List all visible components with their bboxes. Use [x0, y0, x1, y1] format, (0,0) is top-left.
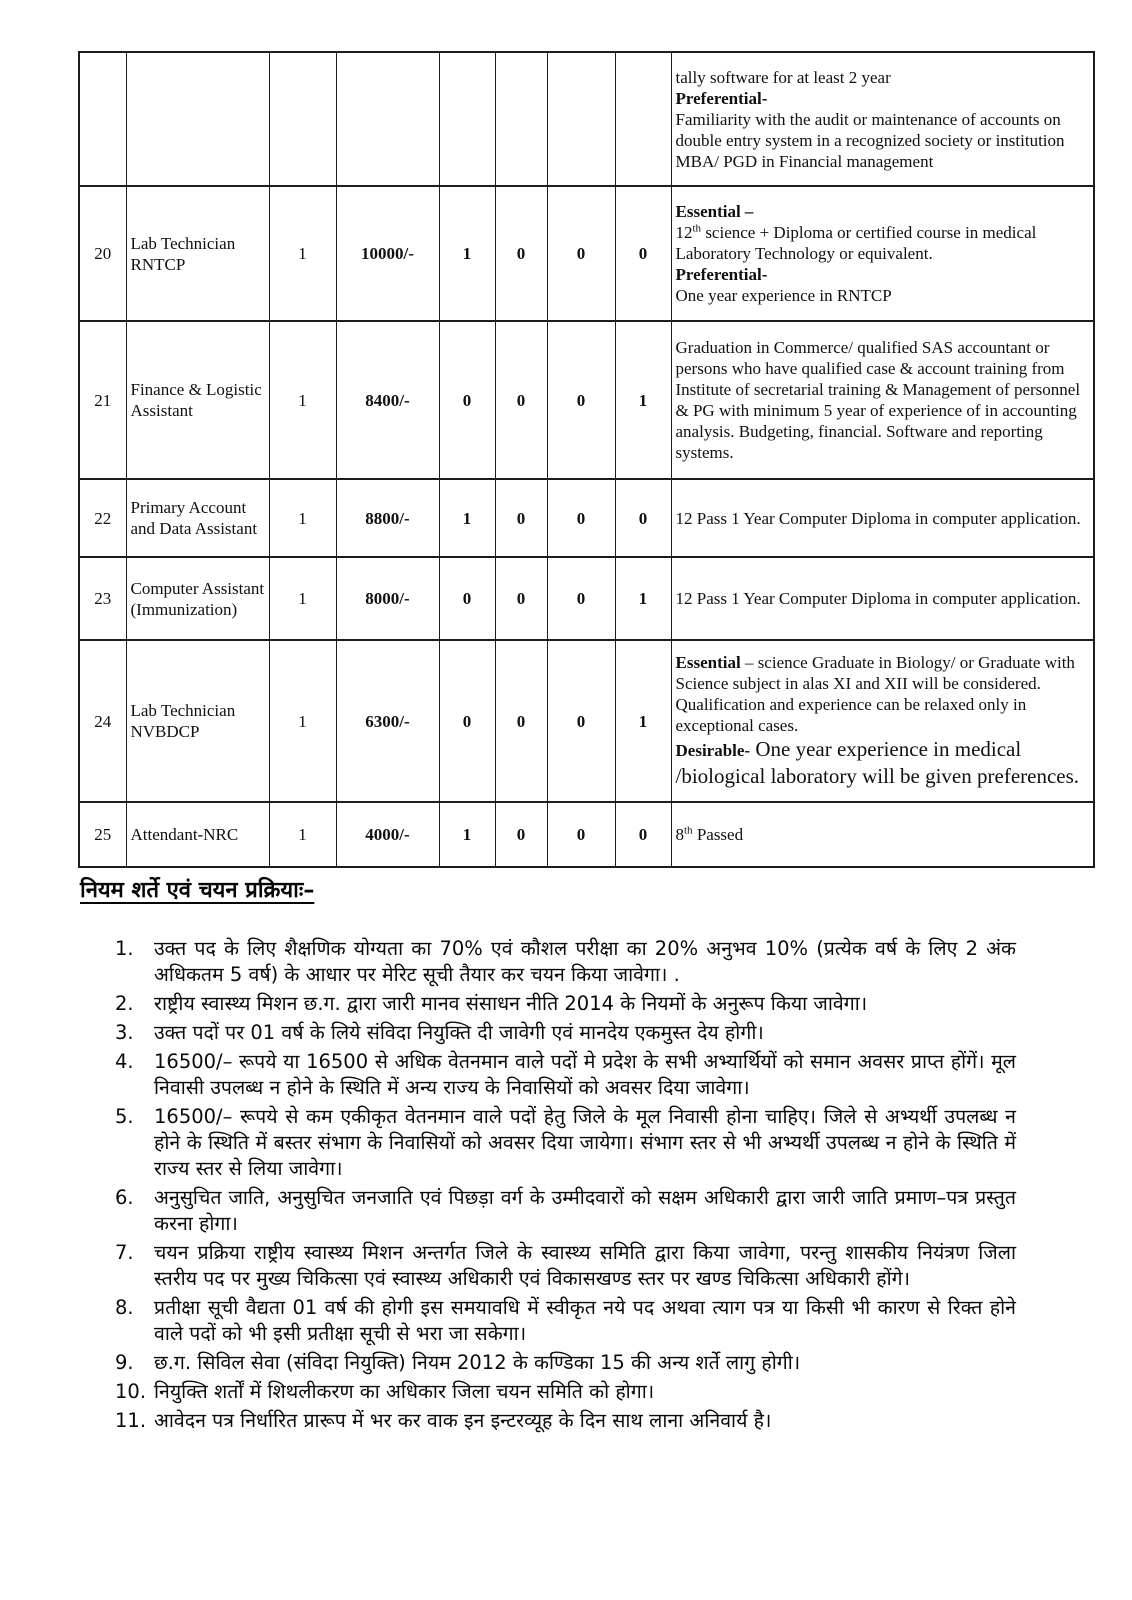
post-cell	[126, 52, 269, 186]
qualification-line: 12 Pass 1 Year Computer Diploma in computer application.	[675, 508, 1081, 528]
list-item	[112, 936, 1016, 988]
rules-list	[112, 936, 1016, 1437]
list-item	[112, 991, 1016, 1017]
qualification-line: 12th science + Diploma or certified course in medical Laboratory Technology or equivalent.	[675, 222, 1037, 263]
qualification-line: Preferential-	[675, 265, 768, 284]
salary-cell	[336, 52, 439, 186]
list-item-number: 6.	[115, 1186, 134, 1209]
salary-cell: 8400/-	[336, 321, 439, 479]
post-cell: Finance & Logistic Assistant	[126, 321, 269, 479]
section-heading: नियम शर्ते एवं चयन प्रक्रियाः–	[80, 878, 315, 903]
num-cell: 0	[547, 321, 615, 479]
qualification-cell	[671, 321, 1094, 479]
qualification-cell	[671, 479, 1094, 557]
qualification-line: Desirable- One year experience in medical /biological laboratory will be given preferences.	[675, 737, 1080, 788]
qualification-line: 12 Pass 1 Year Computer Diploma in computer application.	[675, 589, 1081, 608]
table-row	[79, 479, 1094, 557]
qualification-line: Essential –	[675, 202, 754, 221]
count-cell: 1	[269, 802, 336, 867]
num-cell: 0	[439, 557, 495, 640]
qualification-line: tally software for at least 2 year	[675, 67, 891, 87]
qualification-cell	[671, 640, 1094, 802]
sno-cell: 20	[79, 186, 126, 321]
list-item	[112, 1379, 1016, 1405]
list-item-text: उक्त पदों पर 01 वर्ष के लिये संविदा नियुक्ति दी जावेगी एवं मानदेय एकमुस्त देय होगी।	[154, 1021, 764, 1044]
list-item-text: उक्त पद के लिए शैक्षणिक योग्यता का 70% एवं कौशल परीक्षा का 20% अनुभव 10% (प्रत्येक वर्ष के लिए 2 अंक अधिकतम 5 वर्ष) के आधार पर मेरिट सूची तैयार कर चयन किया जावेगा। .	[154, 937, 1016, 986]
list-item-number: 9.	[115, 1351, 134, 1374]
qualification-cell	[671, 186, 1094, 321]
list-item-text: 16500/– रूपये या 16500 से अधिक वेतनमान वाले पदों मे प्रदेश के सभी अभ्यार्थियों को समान अवसर प्राप्त होंगें। मूल निवासी उपलब्ध न होने के स्थिति में अन्य राज्य के निवासियों को अवसर दिया जावेगा।	[154, 1050, 1016, 1099]
num-cell: 0	[439, 640, 495, 802]
num-cell: 1	[615, 321, 671, 479]
list-item	[112, 1020, 1016, 1046]
num-cell	[547, 52, 615, 186]
table-row	[79, 52, 1094, 186]
num-cell: 0	[547, 186, 615, 321]
list-item-text: आवेदन पत्र निर्धारित प्रारूप में भर कर वाक इन इन्टरव्यूह के दिन साथ लाना अनिवार्य है।	[154, 1409, 772, 1432]
list-item-number: 4.	[115, 1050, 134, 1073]
num-cell: 1	[439, 186, 495, 321]
list-item-text: चयन प्रक्रिया राष्ट्रीय स्वास्थ्य मिशन अन्तर्गत जिले के स्वास्थ्य समिति द्वारा किया जावेगा, परन्तु शासकीय नियंत्रण जिला स्तरीय पद पर मुख्य चिकित्सा एवं स्वास्थ्य अधिकारी एवं विकासखण्ड स्तर पर खण्ड चिकित्सा अधिकारी होंगे।	[154, 1241, 1016, 1290]
salary-cell: 8800/-	[336, 479, 439, 557]
qualification-cell	[671, 52, 1094, 186]
salary-cell: 6300/-	[336, 640, 439, 802]
list-item-number: 5.	[115, 1105, 134, 1128]
list-item-number: 8.	[115, 1296, 134, 1319]
post-cell: Lab Technician RNTCP	[126, 186, 269, 321]
list-item-text: नियुक्ति शर्तों में शिथलीकरण का अधिकार जिला चयन समिति को होगा।	[154, 1380, 655, 1403]
list-item	[112, 1295, 1016, 1347]
num-cell	[495, 52, 547, 186]
num-cell: 0	[547, 640, 615, 802]
salary-cell: 8000/-	[336, 557, 439, 640]
num-cell	[439, 52, 495, 186]
posts-table-container	[78, 51, 1095, 868]
list-item	[112, 1104, 1016, 1182]
num-cell: 0	[547, 802, 615, 867]
qualification-line: One year experience in RNTCP	[675, 286, 892, 305]
post-cell: Computer Assistant (Immunization)	[126, 557, 269, 640]
num-cell: 1	[439, 802, 495, 867]
list-item-number: 3.	[115, 1021, 134, 1044]
num-cell: 0	[495, 640, 547, 802]
sno-cell: 22	[79, 479, 126, 557]
num-cell: 1	[439, 479, 495, 557]
qualification-cell	[671, 557, 1094, 640]
qualification-line: Preferential-	[675, 88, 768, 108]
list-item-number: 10.	[115, 1380, 147, 1403]
num-cell: 1	[615, 640, 671, 802]
qualification-line: Familiarity with the audit or maintenance of accounts on double entry system in a recognized society or institution	[675, 109, 1065, 150]
list-item	[112, 1049, 1016, 1101]
num-cell: 0	[495, 321, 547, 479]
table-row	[79, 186, 1094, 321]
sno-cell: 23	[79, 557, 126, 640]
num-cell: 0	[547, 557, 615, 640]
num-cell: 0	[615, 479, 671, 557]
num-cell: 0	[439, 321, 495, 479]
sno-cell: 25	[79, 802, 126, 867]
list-item-text: 16500/– रूपये से कम एकीकृत वेतनमान वाले पदों हेतु जिले के मूल निवासी होना चाहिए। जिले से अभ्यर्थी उपलब्ध न होने के स्थिति में बस्तर संभाग के निवासियों को अवसर दिया जायेगा। संभाग स्तर से भी अभ्यर्थी उपलब्ध न होने के स्थिति में राज्य स्तर से लिया जावेगा।	[154, 1105, 1016, 1180]
table-row	[79, 802, 1094, 867]
count-cell: 1	[269, 640, 336, 802]
list-item	[112, 1240, 1016, 1292]
list-item	[112, 1185, 1016, 1237]
salary-cell: 10000/-	[336, 186, 439, 321]
post-cell: Lab Technician NVBDCP	[126, 640, 269, 802]
post-cell: Primary Account and Data Assistant	[126, 479, 269, 557]
list-item-number: 1.	[115, 937, 134, 960]
list-item	[112, 1350, 1016, 1376]
count-cell: 1	[269, 321, 336, 479]
list-item-number: 7.	[115, 1241, 134, 1264]
sno-cell: 24	[79, 640, 126, 802]
table-row	[79, 321, 1094, 479]
post-cell: Attendant-NRC	[126, 802, 269, 867]
table-row	[79, 557, 1094, 640]
qualification-line: MBA/ PGD in Financial management	[675, 151, 934, 171]
sno-cell	[79, 52, 126, 186]
posts-table-body	[79, 52, 1094, 867]
list-item-text: छ.ग. सिविल सेवा (संविदा नियुक्ति) नियम 2012 के कण्डिका 15 की अन्य शर्ते लागु होगी।	[154, 1351, 801, 1374]
posts-table	[78, 51, 1095, 868]
qualification-cell	[671, 802, 1094, 867]
qualification-line: 8th Passed	[675, 824, 744, 844]
num-cell: 0	[615, 802, 671, 867]
table-row	[79, 640, 1094, 802]
num-cell: 1	[615, 557, 671, 640]
num-cell: 0	[495, 557, 547, 640]
qualification-line: Graduation in Commerce/ qualified SAS accountant or persons who have qualified case & account training from Institute of secretarial training & Management of personnel & PG with minimum 5 year of experience of in accounting analysis. Budgeting, financial. Software and reporting systems.	[675, 338, 1081, 462]
num-cell: 0	[495, 479, 547, 557]
list-item-number: 11.	[115, 1409, 147, 1432]
num-cell: 0	[547, 479, 615, 557]
count-cell: 1	[269, 479, 336, 557]
list-item-number: 2.	[115, 992, 134, 1015]
salary-cell: 4000/-	[336, 802, 439, 867]
sno-cell: 21	[79, 321, 126, 479]
num-cell: 0	[615, 186, 671, 321]
count-cell	[269, 52, 336, 186]
list-item-text: राष्ट्रीय स्वास्थ्य मिशन छ.ग. द्वारा जारी मानव संसाधन नीति 2014 के नियमों के अनुरूप किया जावेगा।	[154, 992, 868, 1015]
count-cell: 1	[269, 557, 336, 640]
qualification-line: Essential – science Graduate in Biology/ or Graduate with Science subject in alas XI and XII will be considered. Qualification and experience can be relaxed only in exceptional cases.	[675, 653, 1075, 735]
num-cell: 0	[495, 802, 547, 867]
num-cell	[615, 52, 671, 186]
count-cell: 1	[269, 186, 336, 321]
list-item-text: प्रतीक्षा सूची वैद्यता 01 वर्ष की होगी इस समयावधि में स्वीकृत नये पद अथवा त्याग पत्र या किसी भी कारण से रिक्त होने वाले पदों को भी इसी प्रतीक्षा सूची से भरा जा सकेगा।	[154, 1296, 1016, 1345]
num-cell: 0	[495, 186, 547, 321]
list-item-text: अनुसुचित जाति, अनुसुचित जनजाति एवं पिछड़ा वर्ग के उम्मीदवारों को सक्षम अधिकारी द्वारा जारी जाति प्रमाण–पत्र प्रस्तुत करना होगा।	[154, 1186, 1016, 1235]
list-item	[112, 1408, 1016, 1434]
